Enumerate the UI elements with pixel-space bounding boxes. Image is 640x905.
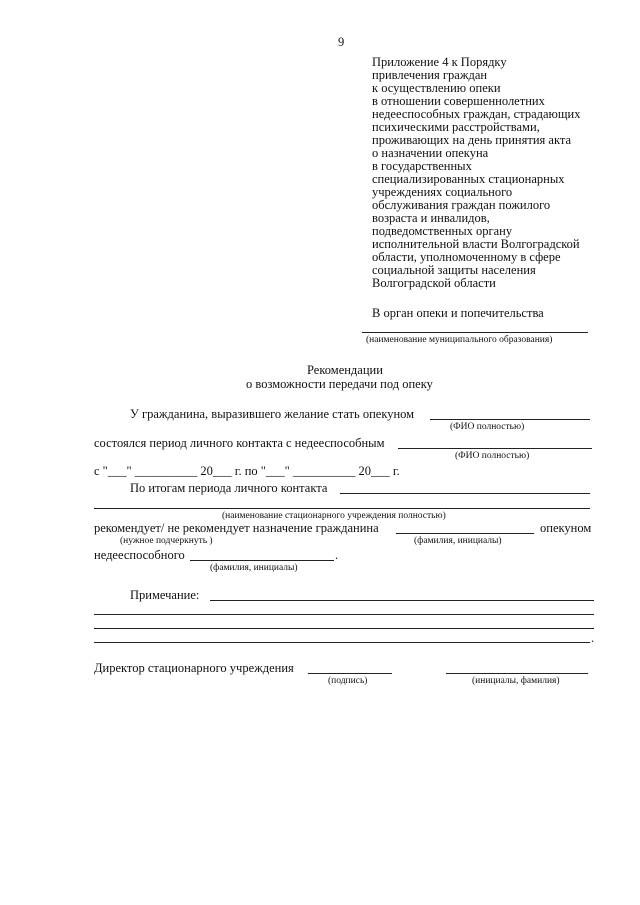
director-text: Директор стационарного учреждения [94,661,294,675]
results-text: По итогам периода личного контакта [130,481,328,495]
guardian-text: У гражданина, выразившего желание стать опекуном [130,407,415,421]
note-label: Примечание: [130,588,200,602]
fio-initials-caption-2: (фамилия, инициалы) [210,563,298,573]
document-title: Рекомендации [307,363,383,377]
appendix-header [372,56,580,290]
appendix-line: привлечения граждан [372,68,488,82]
note-line-3 [94,628,594,629]
municipality-line [362,332,588,333]
date-range: с "___" __________ 20___ г. по "___" __________ 20___ г. [94,464,400,478]
fio-full-caption-1: (ФИО полностью) [450,422,525,432]
appendix-line: о назначении опекуна [372,146,489,160]
incapable-period: . [335,548,339,562]
appendix-line: к осуществлению опеки [372,81,501,95]
appendix-line: в отношении совершеннолетних [372,94,545,108]
fio-initials-caption-1: (фамилия, инициалы) [414,536,502,546]
appendix-line: социальной защиты населения [372,263,536,277]
recommend-text: рекомендует/ не рекомендует назначение гражданина [94,521,379,535]
appendix-line: специализированных стационарных [372,172,565,186]
appendix-line: возраста и инвалидов, [372,211,490,225]
fio-full-caption-2: (ФИО полностью) [455,451,530,461]
appendix-line: обслуживания граждан пожилого [372,198,551,212]
appendix-line: недееспособных граждан, страдающих [372,107,581,121]
appendix-line: области, уполномоченному в сфере [372,250,561,264]
contact-text: состоялся период личного контакта с недееспособным [94,436,385,450]
guardian-name-line [430,419,590,420]
appendix-line: проживающих на день принятия акта [372,133,572,147]
initials-line [446,673,588,674]
addressee-label: В орган опеки и попечительства [372,306,544,320]
appendix-line: Волгоградской области [372,276,496,290]
appendix-line: подведомственных органу [372,224,513,238]
initials-caption: (инициалы, фамилия) [472,676,560,686]
institution-caption: (наименование стационарного учреждения полностью) [222,511,446,521]
underline-hint: (нужное подчеркнуть ) [120,536,213,546]
note-end: . [591,631,595,645]
incapable-name-line [398,448,592,449]
document-subtitle: о возможности передачи под опеку [246,377,433,391]
note-line-4 [94,642,590,643]
incapable-initials-line [190,560,334,561]
appendix-line: в государственных [372,159,472,173]
guardian-initials-line [396,533,534,534]
appendix-line: психическими расстройствами, [372,120,540,134]
appendix-line: учреждениях социального [372,185,513,199]
signature-line [308,673,392,674]
page-number: 9 [338,35,345,49]
municipality-caption: (наименование муниципального образования) [366,335,553,345]
institution-line-1 [340,493,590,494]
incapable-text: недееспособного [94,548,185,562]
institution-line-2 [94,508,590,509]
note-line-1 [210,600,594,601]
appendix-line: Приложение 4 к Порядку [372,55,507,69]
guardian-suffix: опекуном [540,521,592,535]
appendix-line: исполнительной власти Волгоградской [372,237,580,251]
signature-caption: (подпись) [328,676,368,686]
note-line-2 [94,614,594,615]
